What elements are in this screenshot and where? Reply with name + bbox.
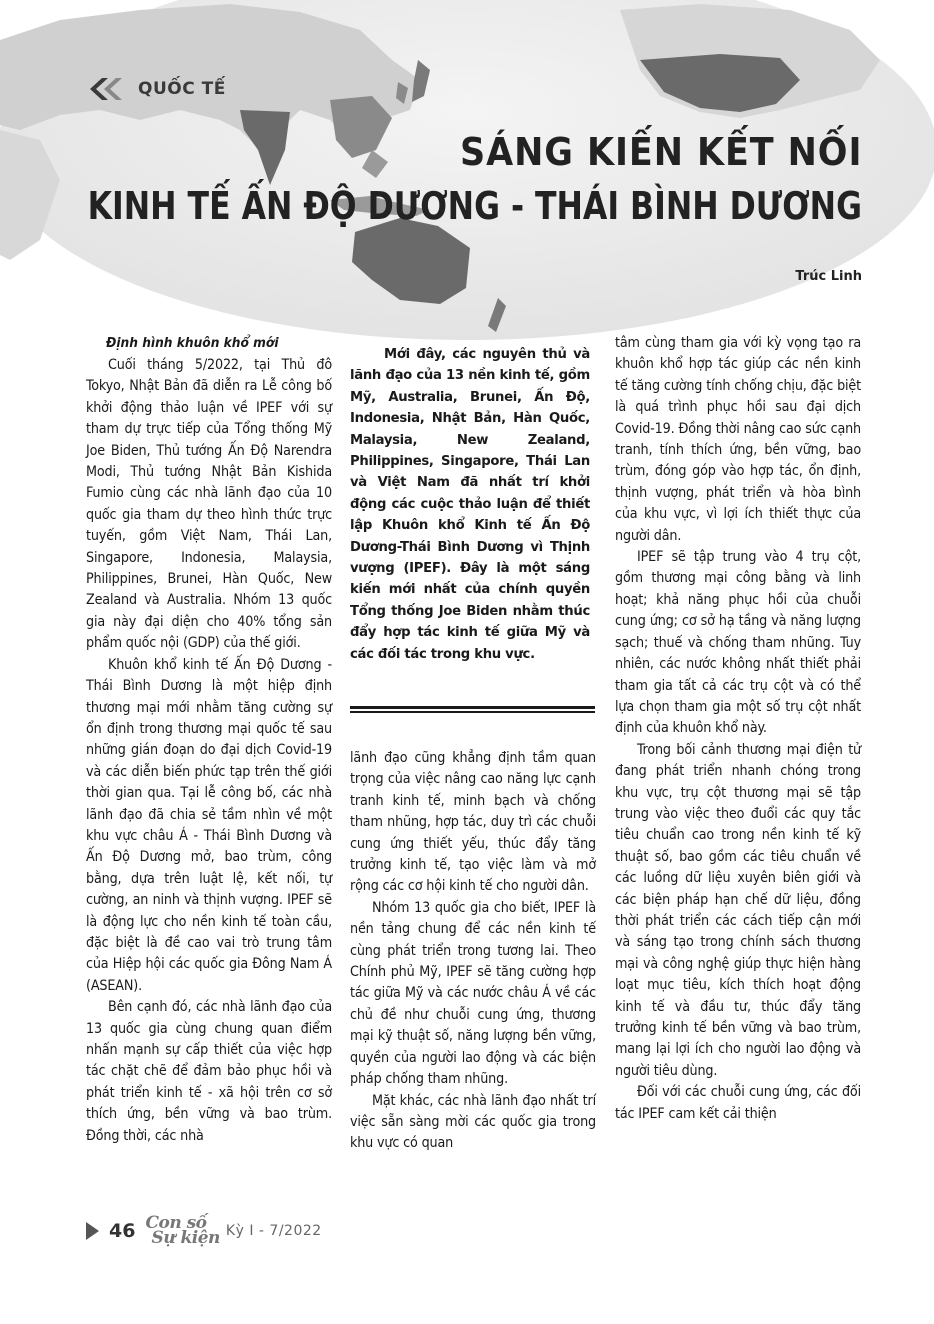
issue-label: Kỳ I - 7/2022 <box>225 1223 322 1239</box>
article-column-3 <box>615 333 861 1125</box>
paragraph: Đối với các chuỗi cung ứng, các đối tác IPEF cam kết cải thiện <box>615 1084 861 1122</box>
pull-quote-divider <box>350 706 595 713</box>
headline-line-1: SÁNG KIẾN KẾT NỐI <box>459 130 862 174</box>
paragraph: Trong bối cảnh thương mại điện tử đang phát triển nhanh chóng trong khu vực, trụ cột thương mại sẽ tập trung vào việc theo đuổi các quy tắc tiêu chuẩn cao trong nền kinh tế kỹ thuật số, bao gồm các tiêu chuẩn về các luồng dữ liệu xuyên biên giới và các biện pháp hạn chế dữ liệu, đồng thời phát triển các cách tiếp cận mới và sáng tạo trong chính sách thương mại và công nghệ giúp thực hiện hàng loạt mục tiêu, kích thích hoạt động kinh tế và đầu tư, thúc đẩy tăng trưởng kinh tế bền vững và bao trùm, mang lại lợi ích cho người lao động và người tiêu dùng. <box>615 741 861 1079</box>
paragraph: Mặt khác, các nhà lãnh đạo nhất trí việc sẵn sàng mời các quốc gia trong khu vực có quan <box>350 1092 596 1152</box>
paragraph: Bên cạnh đó, các nhà lãnh đạo của 13 quốc gia cùng chung quan điểm nhấn mạnh sự cấp thiết của việc hợp tác chặt chẽ để đảm bảo phục hồi và phát triển kinh tế - xã hội trên cơ sở thích ứng, bền vững và bao trùm. Đồng thời, các nhà <box>86 999 332 1144</box>
play-triangle-icon <box>86 1222 99 1240</box>
subheading: Định hình khuôn khổ mới <box>106 335 279 351</box>
paragraph: tâm cùng tham gia với kỳ vọng tạo ra khuôn khổ hợp tác giúp các nền kinh tế tăng cường tính chống chịu, đặc biệt là quá trình phục hồi sau đại dịch Covid-19. Đồng thời nâng cao sức cạnh tranh, tính thích ứng, bền vững, bao trùm, đóng góp vào hợp tác, ổn định, thịnh vượng, phát triển và hòa bình của khu vực, vì lợi ích thiết thực của người dân. <box>615 335 861 544</box>
headline-line-2: KINH TẾ ẤN ĐỘ DƯƠNG - THÁI BÌNH DƯƠNG <box>87 184 862 228</box>
section-tag <box>86 76 226 102</box>
magazine-logo-line-2: Sự kiện <box>151 1228 220 1248</box>
paragraph: lãnh đạo cũng khẳng định tầm quan trọng của việc nâng cao năng lực cạnh tranh kinh tế, minh bạch và chống tham nhũng, hợp tác, duy trì các chuỗi cung ứng thiết yếu, thúc đẩy tăng trưởng kinh tế, tạo việc làm và mở rộng các cơ hội kinh tế cho người dân. <box>350 750 596 895</box>
paragraph: Khuôn khổ kinh tế Ấn Độ Dương - Thái Bình Dương là một hiệp định thương mại mới nhằm tăng cường sự ổn định trong thương mại quốc tế sau những gián đoạn do đại dịch Covid-19 và các diễn biến phức tạp trên thế giới thời gian qua. Tại lễ công bố, các nhà lãnh đạo đã chia sẻ tầm nhìn về một khu vực châu Á - Thái Bình Dương và Ấn Độ Dương mở, bao trùm, công bằng, dựa trên luật lệ, kết nối, tự cường, an ninh và thịnh vượng. IPEF sẽ là động lực cho nền kinh tế toàn cầu, đặc biệt là đề cao vai trò trung tâm của Hiệp hội các quốc gia Đông Nam Á (ASEAN). <box>86 656 332 994</box>
paragraph: Cuối tháng 5/2022, tại Thủ đô Tokyo, Nhật Bản đã diễn ra Lễ công bố khởi động thảo luận về IPEF với sự tham dự trực tiếp của Tổng thống Mỹ Joe Biden, Thủ tướng Ấn Độ Narendra Modi, Thủ tướng Nhật Bản Kishida Fumio cùng các nhà lãnh đạo của 10 quốc gia tham dự theo hình thức trực tuyến, gồm Việt Nam, Thái Lan, Singapore, Indonesia, Malaysia, Philippines, Brunei, Hàn Quốc, New Zealand và Australia. Nhóm 13 quốc gia này đại diện cho 40% tổng sản phẩm quốc nội (GDP) của thế giới. <box>86 357 332 652</box>
paragraph: IPEF sẽ tập trung vào 4 trụ cột, gồm thương mại công bằng và linh hoạt; khả năng phục hồi của chuỗi cung ứng; cơ sở hạ tầng và năng lượng sạch; thuế và chống tham nhũng. Tuy nhiên, các nước không nhất thiết phải tham gia tất cả các trụ cột và có thể lựa chọn tham gia một số trụ cột nhất định của khuôn khổ này. <box>615 549 861 737</box>
paragraph: Nhóm 13 quốc gia cho biết, IPEF là nền tảng chung để các nền kinh tế cùng phát triển trong tương lai. Theo Chính phủ Mỹ, IPEF sẽ tăng cường hợp tác giữa Mỹ và các nước châu Á về các chủ đề như chuỗi cung ứng, thương mại kỹ thuật số, năng lượng bền vững, quyền của người lao động và các biện pháp chống tham nhũng. <box>350 899 596 1088</box>
section-label: QUỐC TẾ <box>138 79 226 99</box>
article-column-2 <box>350 748 596 1155</box>
page-number: 46 <box>109 1220 136 1242</box>
page-footer <box>86 1214 406 1248</box>
pull-quote: Mới đây, các nguyên thủ và lãnh đạo của 13 nền kinh tế, gồm Mỹ, Australia, Brunei, Ấn Độ, Indonesia, Nhật Bản, Hàn Quốc, Malaysia, New Zealand, Philippines, Singapore, Thái Lan và Việt Nam đã nhất trí khởi động các cuộc thảo luận để thiết lập Khuôn khổ Kinh tế Ấn Độ Dương-Thái Bình Dương vì Thịnh vượng (IPEF). Đây là một sáng kiến mới nhất của chính quyền Tổng thống Joe Biden nhằm thúc đẩy hợp tác kinh tế giữa Mỹ và các đối tác trong khu vực. <box>350 347 590 662</box>
article-column-1 <box>86 333 332 1147</box>
magazine-logo <box>145 1213 220 1248</box>
double-chevron-left-icon <box>86 76 130 102</box>
magazine-logo-line-1: Con số <box>145 1213 207 1233</box>
author-byline: Trúc Linh <box>795 269 862 284</box>
